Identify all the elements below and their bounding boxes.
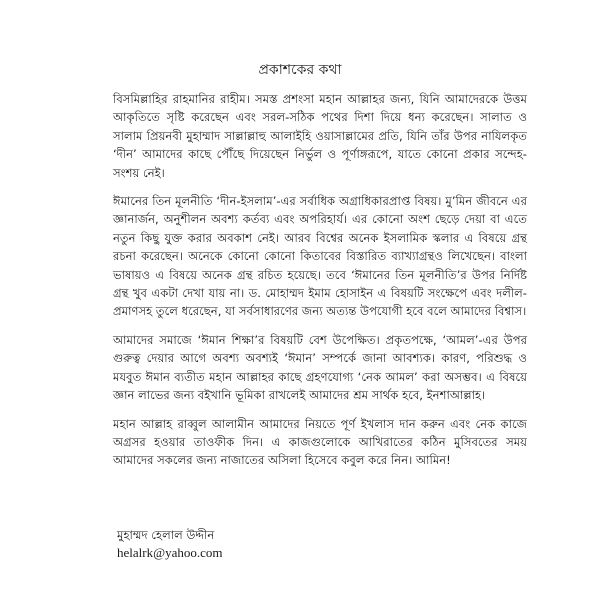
signature-block bbox=[117, 527, 222, 561]
paragraph-1: বিসমিল্লাহির রাহমানির রাহীম। সমস্ত প্রশংসা মহান আল্লাহর জন্য, যিনি আমাদেরকে উত্তম আকৃতিতে সৃষ্টি করেছেন এবং সরল-সঠিক পথের দিশা দিয়ে ধন্য করেছেন। সালাত ও সালাম প্রিয়নবী মুহাম্মাদ সাল্লাল্লাহু আলাইহি ওয়াসাল্লামের প্রতি, যিনি তাঁর উপর নাযিলকৃত ‘দীন’ আমাদের কাছে পৌঁছে দিয়েছেন নির্ভুল ও পূর্ণাঙ্গরূপে, যাতে কোনো প্রকার সন্দেহ-সংশয় নেই। bbox=[113, 92, 527, 180]
paragraph-4: মহান আল্লাহ রাব্বুল আলামীন আমাদের নিয়তে পূর্ণ ইখলাস দান করুন এবং নেক কাজে অগ্রসর হওয়ার তাওফীক দিন। এ কাজগুলোকে আখিরাতের কঠিন মুসিবতের সময় আমাদের সকলের জন্য নাজাতের অসিলা হিসেবে কবুল করে নিন। আমিন! bbox=[113, 416, 527, 468]
signature-name: মুহাম্মদ হেলাল উদ্দীন bbox=[117, 528, 215, 542]
page-title: প্রকাশকের কথা bbox=[258, 62, 342, 78]
signature-email: helalrk@yahoo.com bbox=[117, 545, 223, 560]
body-text bbox=[113, 90, 527, 480]
paragraph-2: ঈমানের তিন মূলনীতি ‘দীন-ইসলাম’-এর সর্বাধিক অগ্রাধিকারপ্রাপ্ত বিষয়। মু’মিন জীবনে এর জ্ঞানার্জন, অনুশীলন অবশ্য কর্তব্য এবং অপরিহার্য। এর কোনো অংশ ছেড়ে দেয়া বা এতে নতুন কিছু যুক্ত করার অবকাশ নেই। আরব বিশ্বের অনেক ইসলামিক স্কলার এ বিষয়ে গ্রন্থ রচনা করেছেন। অনেকে কোনো কোনো কিতাবের বিস্তারিত ব্যাখ্যাগ্রন্থও লিখেছেন। বাংলা ভাষায়ও এ বিষয়ে অনেক গ্রন্থ রচিত হয়েছে। তবে ‘ঈমানের তিন মূলনীতি’র উপর নির্দিষ্ট গ্রন্থ খুব একটা দেখা যায় না। ড. মোহাম্মদ ইমাম হোসাইন এ বিষয়টি সংক্ষেপে এবং দলীল-প্রমাণসহ তুলে ধরেছেন, যা সর্বসাধারণের জন্য অত্যন্ত উপযোগী হবে বলে আমাদের বিশ্বাস। bbox=[113, 194, 527, 319]
paragraph-3: আমাদের সমাজে ‘ঈমান শিক্ষা’র বিষয়টি বেশ উপেক্ষিত। প্রকৃতপক্ষে, ‘আমল’-এর উপর গুরুত্ব দেয়ার আগে অবশ্য অবশ্যই ‘ঈমান’ সম্পর্কে জানা আবশ্যক। কারণ, পরিশুদ্ধ ও মযবুত ঈমান ব্যতীত মহান আল্লাহর কাছে গ্রহণযোগ্য ‘নেক আমল’ করা অসম্ভব। এ বিষয়ে জ্ঞান লাভের জন্য বইখানি ভূমিকা রাখলেই আমাদের শ্রম সার্থক হবে, ইনশাআল্লাহ। bbox=[113, 332, 527, 403]
